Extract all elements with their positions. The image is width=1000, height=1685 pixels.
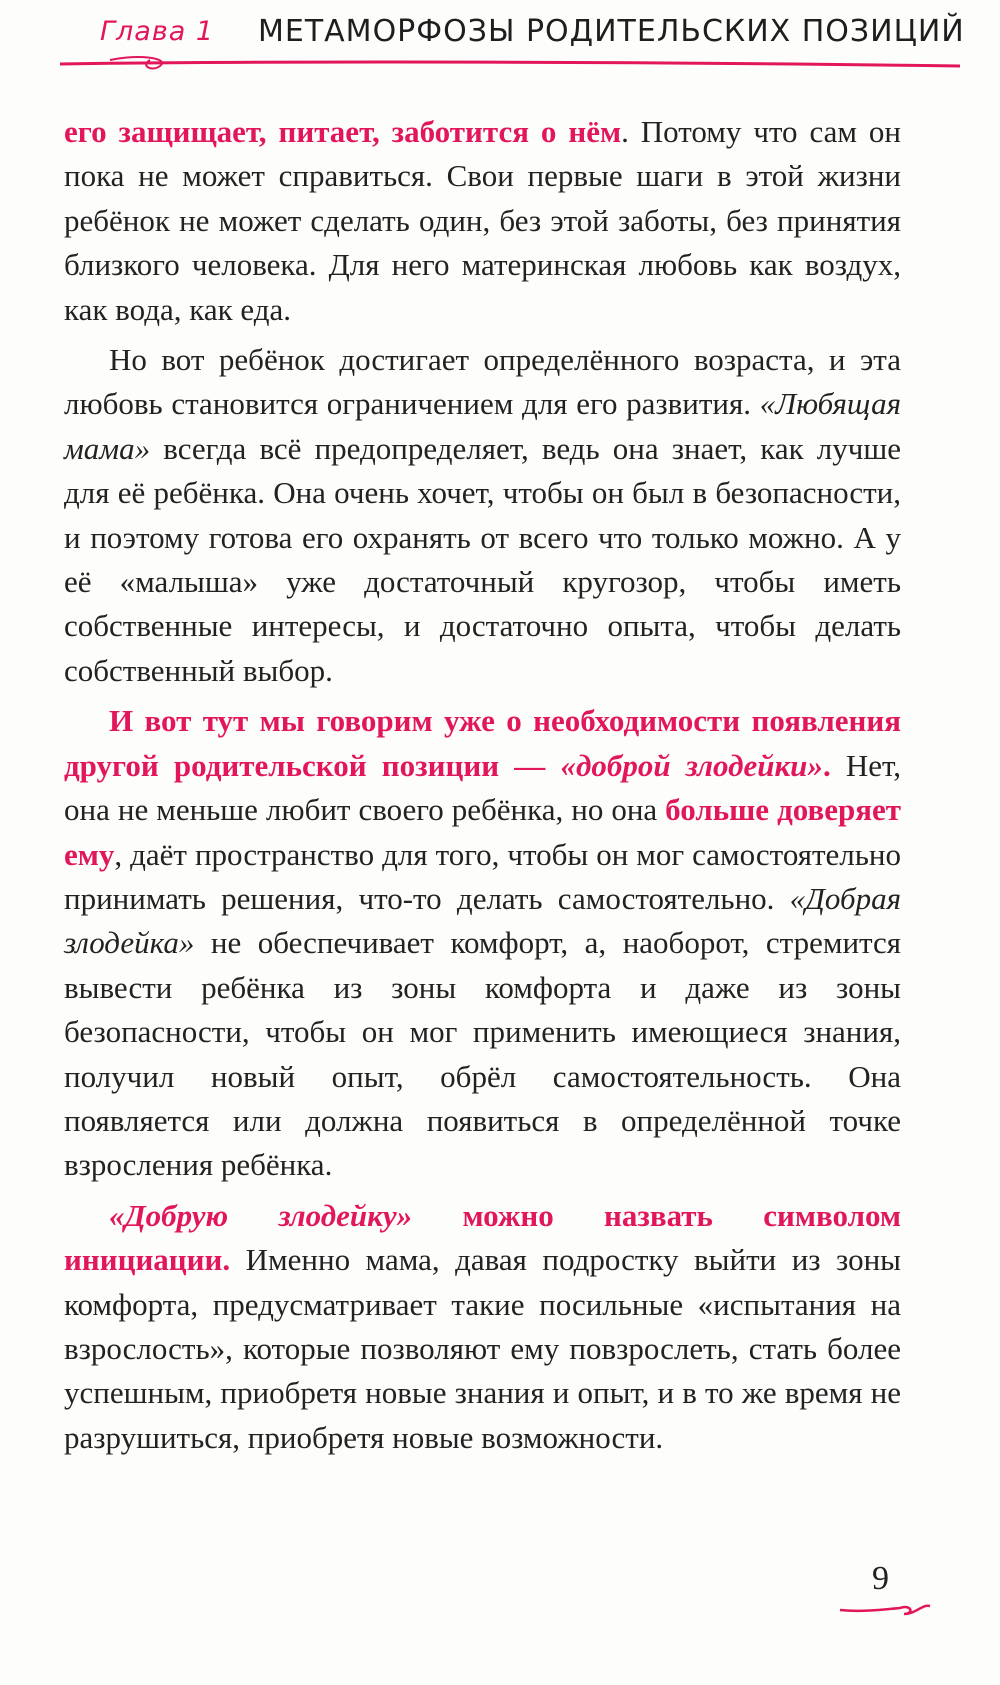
- paragraph-1: [64, 110, 901, 332]
- emphasis-text: его защищает, питает, заботится о нём: [64, 114, 622, 149]
- chapter-label: Глава 1: [100, 16, 215, 47]
- italic-term: «Добрая злодейка»: [64, 880, 901, 961]
- paragraph-3: [64, 699, 901, 1187]
- footer-swash: [0, 1560, 1000, 1680]
- emphasis-italic-term: «Добрую злодейку»: [109, 1197, 413, 1233]
- page-body: [64, 110, 901, 1466]
- header-rule-swash: [0, 0, 1000, 80]
- body-text: Нет, она не меньше любит своего ребёнка, но она: [64, 747, 901, 828]
- page-footer: [0, 1560, 1000, 1680]
- body-text: Именно мама, давая подростку выйти из зоны комфорта, предусматривает такие посильные «испытания на взрослость», которые позволяют ему повзрослеть, стать более успешным, приобретя новые знания и опыт, и в то же время не разрушиться, приобретя новые возможности.: [64, 1242, 901, 1455]
- body-text: , даёт пространство для того, чтобы он мог самостоятельно принимать решения, что-то делать самостоятельно.: [64, 836, 901, 916]
- body-text: не обеспечивает комфорт, а, наоборот, стремится вывести ребёнка из зоны комфорта и даже из зоны безопасности, чтобы он мог применить имеющиеся знания, получил новый опыт, обрёл самостоятельность. Она появляется или должна появиться в определённой точке взросления ребёнка.: [64, 925, 901, 1183]
- emphasis-text: можно назвать символом инициации.: [64, 1197, 901, 1278]
- body-text: всегда всё предопределяет, ведь она знает, как лучше для её ребёнка. Она очень хочет, чтобы он был в безопасности, и поэтому готова его охранять от всего что только можно. А у её «малыша» уже достаточный кругозор, чтобы иметь собственные интересы, и достаточно опыта, чтобы делать собственный выбор.: [64, 430, 901, 688]
- italic-term: «Любящая мама»: [64, 386, 901, 466]
- emphasis-italic-term: «доброй злодейки»: [560, 747, 823, 783]
- emphasis-text: больше доверяет ему: [64, 792, 901, 872]
- running-title: МЕТАМОРФОЗЫ РОДИТЕЛЬСКИХ ПОЗИЦИЙ: [258, 14, 965, 49]
- paragraph-4: [64, 1194, 901, 1460]
- paragraph-2: [64, 338, 901, 693]
- emphasis-text: И вот тут мы говорим уже о необходимости появления другой родительской позиции —: [64, 703, 901, 783]
- body-text: Но вот ребёнок достигает определённого возраста, и эта любовь становится ограничением для его развития.: [64, 342, 901, 422]
- emphasis-text: .: [822, 747, 831, 783]
- page-number: 9: [872, 1560, 889, 1597]
- body-text: . Потому что сам он пока не может справиться. Свои первые шаги в этой жизни ребёнок не может сделать один, без этой заботы, без принятия близкого человека. Для него материнская любовь как воздух, как вода, как еда.: [64, 114, 901, 327]
- page-header: [0, 0, 1000, 80]
